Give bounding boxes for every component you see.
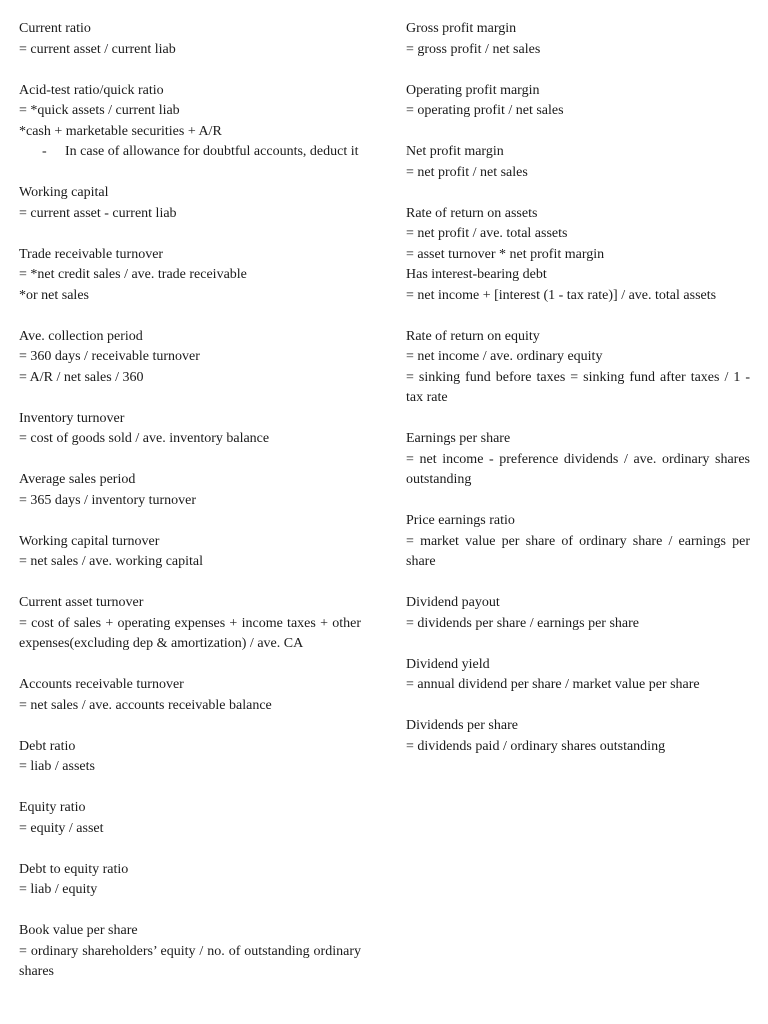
formula-title: Rate of return on equity: [406, 328, 540, 344]
bullet-text: In case of allowance for doubtful accounts, deduct it: [65, 144, 359, 159]
formula-title: Gross profit margin: [406, 21, 517, 36]
formula-title: Accounts receivable turnover: [19, 677, 184, 692]
formula-line: = current asset - current liab: [19, 205, 177, 221]
formula-ave-collection-period: [19, 327, 361, 389]
formula-line: = dividends per share / earnings per share: [406, 615, 639, 631]
formula-earnings-per-share: [406, 429, 750, 491]
formula-title: Equity ratio: [19, 800, 86, 815]
formula-line: = asset turnover * net profit margin: [406, 246, 605, 262]
formula-title: Earnings per share: [406, 431, 511, 446]
formula-acid-test-ratio: [19, 81, 361, 163]
formula-inventory-turnover: [19, 409, 361, 450]
formula-line: = net sales / ave. working capital: [19, 554, 204, 569]
formula-trade-receivable-turnover: [19, 245, 361, 307]
formula-debt-ratio: [19, 737, 361, 778]
formula-line: = gross profit / net sales: [406, 41, 541, 57]
formula-title: Inventory turnover: [19, 410, 125, 426]
formula-line: = liab / assets: [19, 759, 95, 774]
formula-operating-profit-margin: [406, 81, 750, 122]
formula-line: = net income / ave. ordinary equity: [406, 349, 603, 364]
left-column: [19, 19, 361, 983]
formula-title: Net profit margin: [406, 144, 504, 159]
formula-net-profit-margin: [406, 142, 750, 183]
formula-line: = cost of sales + operating expenses + income taxes + other expenses(excluding dep & amortization) / ave. CA: [19, 615, 361, 651]
formula-title: Rate of return on assets: [406, 205, 538, 221]
formula-working-capital: [19, 183, 361, 224]
formula-line: = 360 days / receivable turnover: [19, 349, 200, 364]
formula-title: Has interest-bearing debt: [406, 267, 547, 282]
formula-line: = net income - preference dividends / ave. ordinary shares outstanding: [406, 451, 750, 487]
formula-title: Book value per share: [19, 923, 138, 938]
formula-line: = current asset / current liab: [19, 41, 176, 57]
formula-line: = sinking fund before taxes = sinking fund after taxes / 1 - tax rate: [406, 369, 750, 405]
formula-dividend-payout: [406, 593, 750, 634]
formula-title: Working capital: [19, 185, 109, 200]
formula-debt-to-equity-ratio: [19, 860, 361, 901]
formula-price-earnings-ratio: [406, 511, 750, 573]
formula-note: *or net sales: [19, 287, 89, 303]
formula-note: *cash + marketable securities + A/R: [19, 123, 222, 139]
formula-dividend-yield: [406, 655, 750, 696]
formula-title: Debt to equity ratio: [19, 861, 129, 877]
formula-line: = net sales / ave. accounts receivable balance: [19, 697, 272, 713]
formula-title: Average sales period: [19, 472, 136, 487]
bullet-item: [42, 142, 361, 163]
formula-dividends-per-share: [406, 716, 750, 757]
formula-line: = market value per share of ordinary share / earnings per share: [406, 533, 750, 569]
formula-title: Price earnings ratio: [406, 513, 515, 528]
formula-gross-profit-margin: [406, 19, 750, 60]
formula-interest-bearing-debt: [406, 265, 750, 306]
formula-line: = operating profit / net sales: [406, 103, 564, 118]
formula-book-value-per-share: [19, 921, 361, 983]
formula-line: = A/R / net sales / 360: [19, 369, 144, 385]
formula-rate-of-return-on-equity: [406, 327, 750, 409]
dash-bullet-icon: -: [42, 144, 47, 159]
formula-line: = annual dividend per share / market value per share: [406, 677, 700, 692]
formula-title: Trade receivable turnover: [19, 246, 164, 262]
formula-line: = dividends paid / ordinary shares outstanding: [406, 738, 666, 754]
formula-line: = *quick assets / current liab: [19, 103, 180, 118]
formula-line: = ordinary shareholders’ equity / no. of outstanding ordinary shares: [19, 943, 361, 979]
formula-title: Ave. collection period: [19, 328, 143, 344]
formula-title: Dividend yield: [406, 656, 490, 672]
formula-title: Working capital turnover: [19, 533, 160, 549]
formula-title: Operating profit margin: [406, 82, 540, 98]
formula-average-sales-period: [19, 470, 361, 511]
formula-title: Current asset turnover: [19, 595, 144, 610]
formula-line: = cost of goods sold / ave. inventory balance: [19, 431, 270, 446]
formula-title: Debt ratio: [19, 738, 76, 754]
formula-line: = *net credit sales / ave. trade receivable: [19, 267, 247, 282]
formula-line: = net income + [interest (1 - tax rate)] / ave. total assets: [406, 287, 717, 303]
formula-line: = net profit / net sales: [406, 164, 528, 180]
formula-line: = net profit / ave. total assets: [406, 226, 568, 241]
formula-title: Dividend payout: [406, 595, 500, 610]
formula-title: Current ratio: [19, 21, 91, 36]
right-column: [406, 19, 750, 757]
formula-line: = 365 days / inventory turnover: [19, 492, 197, 508]
formula-rate-of-return-on-assets: [406, 204, 750, 266]
formula-working-capital-turnover: [19, 532, 361, 573]
formula-current-ratio: [19, 19, 361, 60]
formula-line: = equity / asset: [19, 820, 104, 836]
formula-equity-ratio: [19, 798, 361, 839]
formula-title: Acid-test ratio/quick ratio: [19, 82, 164, 98]
formula-title: Dividends per share: [406, 718, 518, 733]
formula-line: = liab / equity: [19, 882, 98, 897]
formula-current-asset-turnover: [19, 593, 361, 655]
formula-accounts-receivable-turnover: [19, 675, 361, 716]
